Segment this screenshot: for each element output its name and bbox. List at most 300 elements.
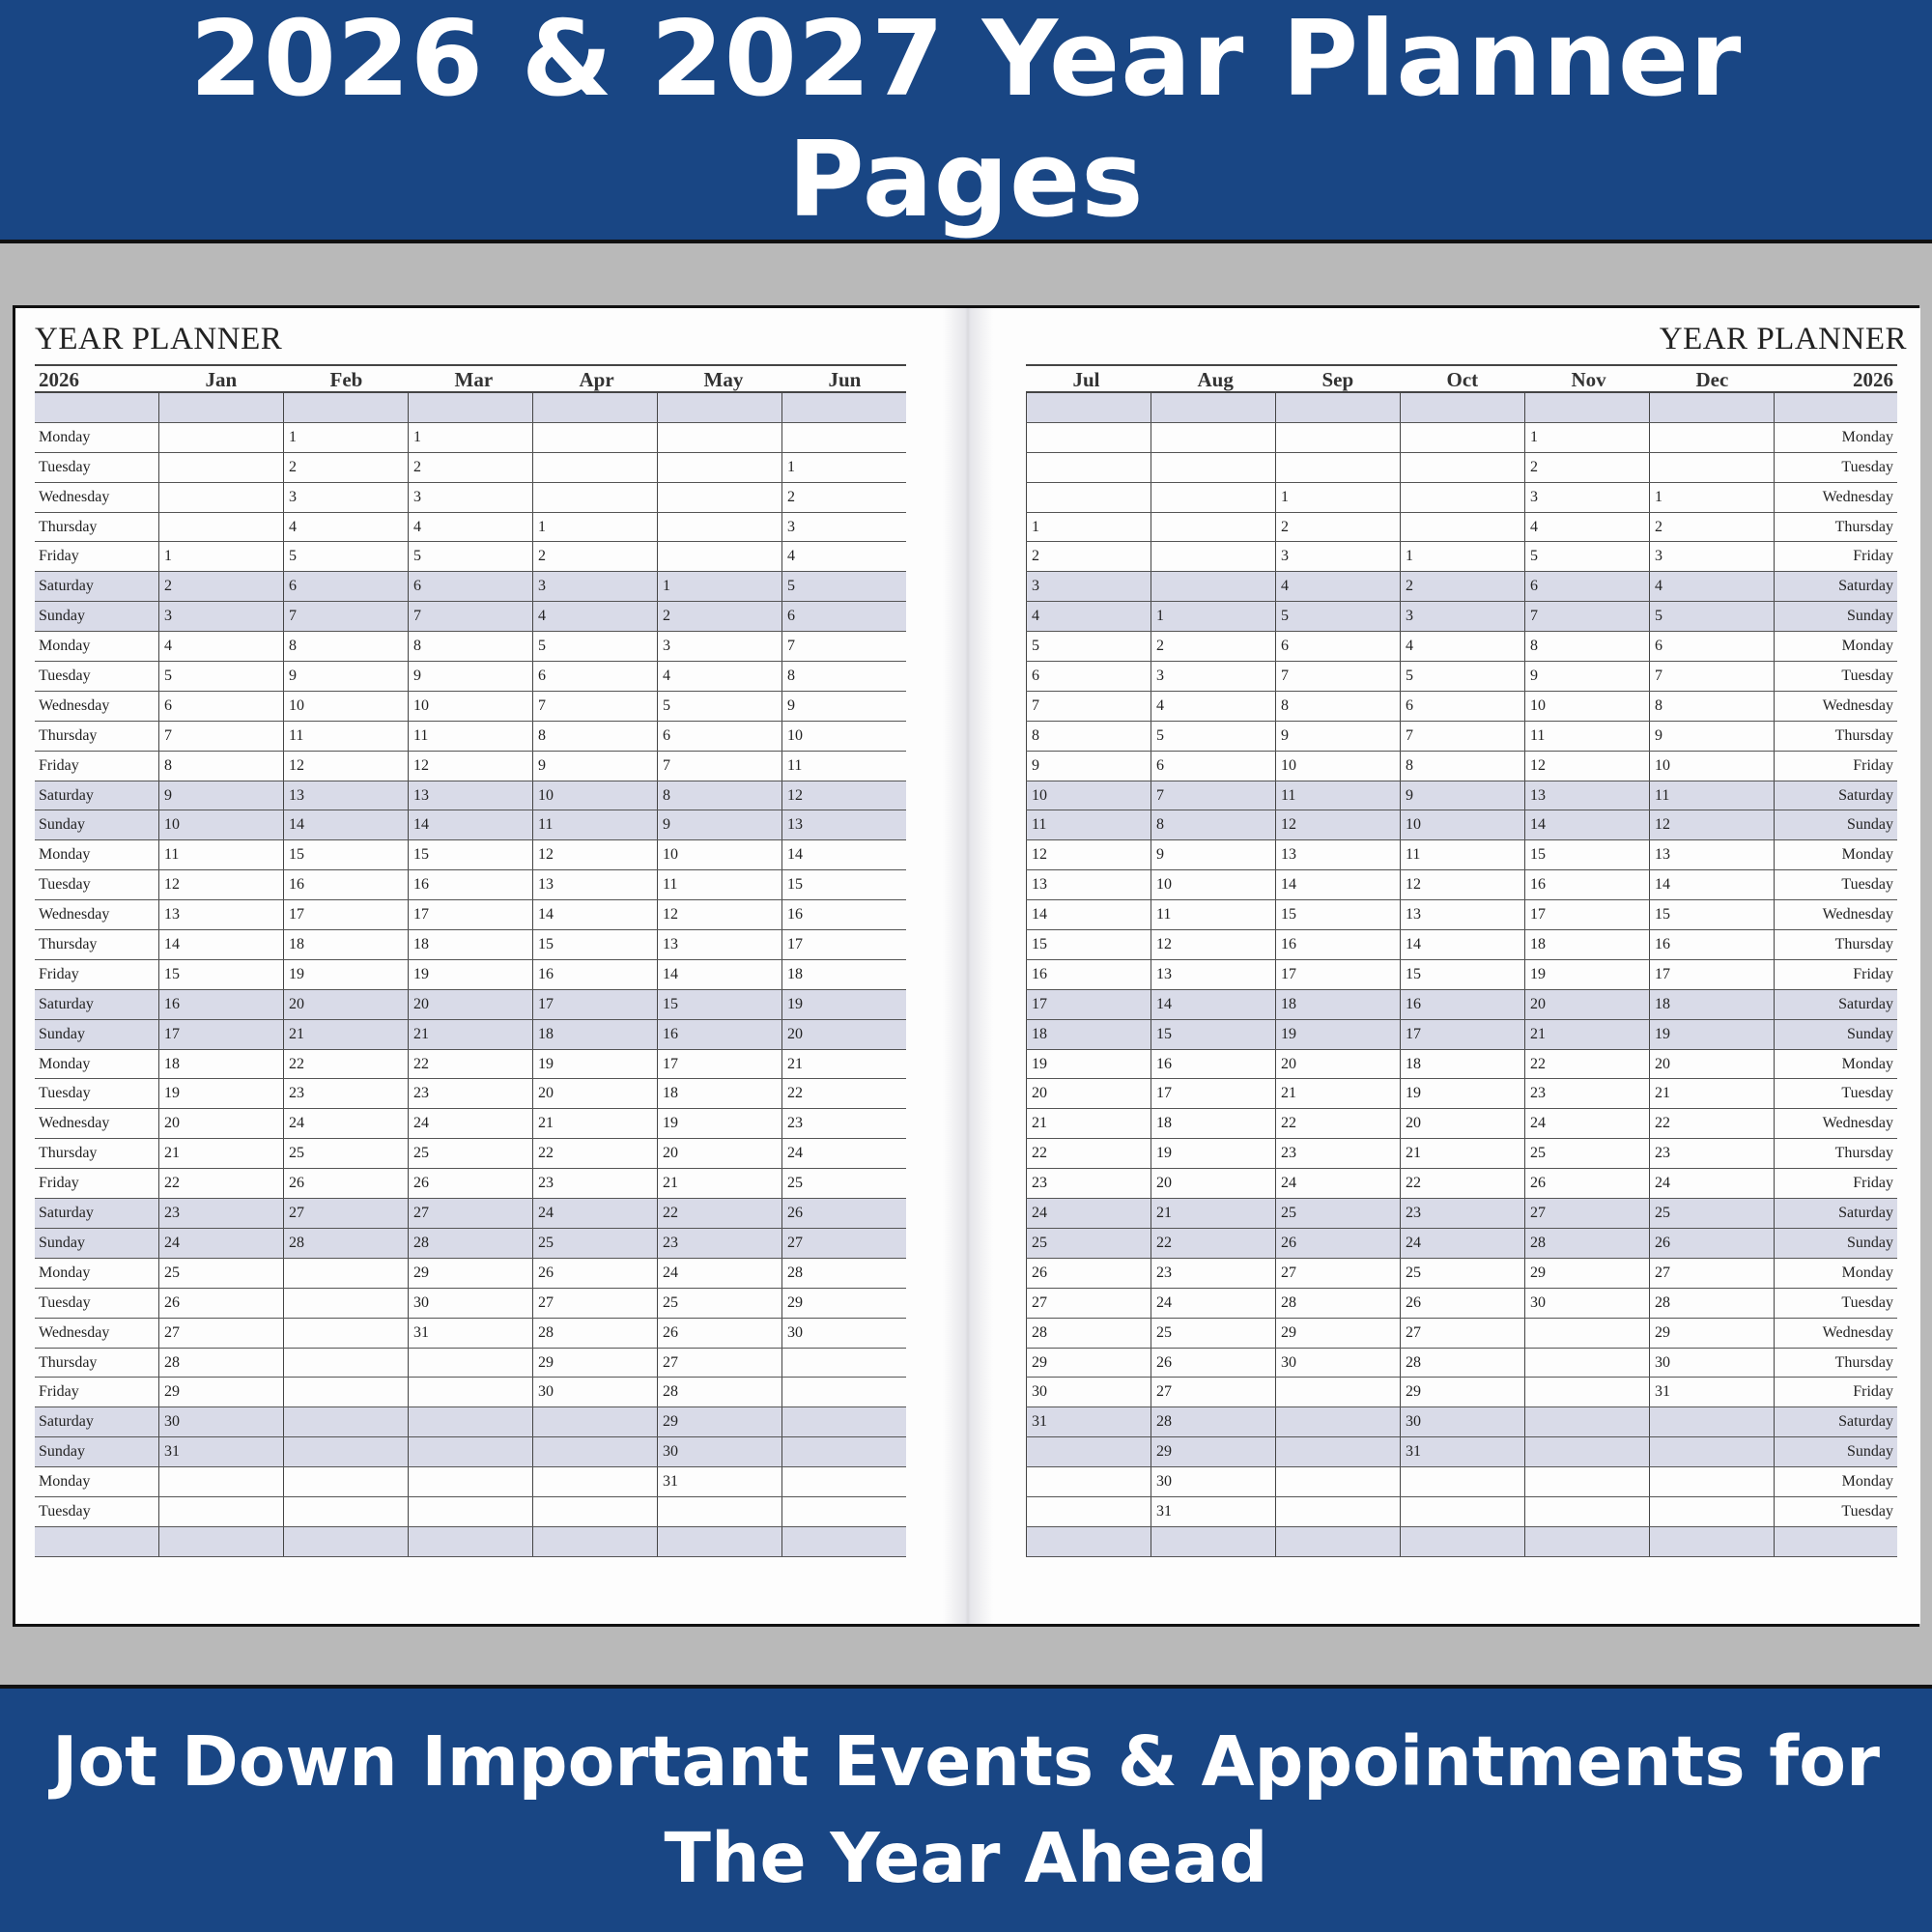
date-cell[interactable]: 24 [283, 1109, 408, 1138]
date-cell[interactable]: 1 [657, 572, 781, 601]
date-cell[interactable]: 17 [657, 1050, 781, 1079]
date-cell[interactable]: 22 [1649, 1109, 1774, 1138]
date-cell[interactable] [283, 1407, 408, 1436]
date-cell[interactable]: 19 [408, 960, 532, 989]
date-cell[interactable] [1026, 423, 1151, 452]
date-cell[interactable] [158, 513, 283, 542]
date-cell[interactable] [158, 423, 283, 452]
date-cell[interactable]: 26 [1151, 1349, 1275, 1378]
date-cell[interactable]: 28 [1151, 1407, 1275, 1436]
date-cell[interactable]: 26 [158, 1289, 283, 1318]
date-cell[interactable]: 20 [532, 1079, 657, 1108]
date-cell[interactable] [781, 1407, 906, 1436]
date-cell[interactable]: 27 [1400, 1319, 1524, 1348]
date-cell[interactable]: 29 [781, 1289, 906, 1318]
date-cell[interactable]: 13 [1026, 870, 1151, 899]
date-cell[interactable]: 11 [1649, 781, 1774, 810]
date-cell[interactable]: 4 [1524, 513, 1649, 542]
date-cell[interactable]: 7 [532, 692, 657, 721]
date-cell[interactable]: 17 [283, 900, 408, 929]
date-cell[interactable]: 7 [1151, 781, 1275, 810]
date-cell[interactable]: 7 [1524, 602, 1649, 631]
date-cell[interactable]: 12 [158, 870, 283, 899]
date-cell[interactable] [1151, 453, 1275, 482]
date-cell[interactable] [1151, 393, 1275, 422]
date-cell[interactable]: 2 [1275, 513, 1400, 542]
date-cell[interactable] [283, 1437, 408, 1466]
date-cell[interactable]: 27 [408, 1199, 532, 1228]
date-cell[interactable]: 12 [1275, 810, 1400, 839]
date-cell[interactable]: 3 [408, 483, 532, 512]
date-cell[interactable] [283, 1289, 408, 1318]
date-cell[interactable]: 18 [283, 930, 408, 959]
date-cell[interactable]: 29 [1151, 1437, 1275, 1466]
date-cell[interactable]: 1 [1649, 483, 1774, 512]
date-cell[interactable]: 18 [1649, 990, 1774, 1019]
date-cell[interactable]: 16 [1524, 870, 1649, 899]
date-cell[interactable] [657, 513, 781, 542]
date-cell[interactable]: 10 [1649, 752, 1774, 781]
date-cell[interactable]: 30 [1400, 1407, 1524, 1436]
date-cell[interactable]: 5 [532, 632, 657, 661]
date-cell[interactable]: 28 [158, 1349, 283, 1378]
date-cell[interactable]: 29 [1026, 1349, 1151, 1378]
date-cell[interactable] [1151, 513, 1275, 542]
date-cell[interactable] [1026, 393, 1151, 422]
date-cell[interactable]: 14 [1026, 900, 1151, 929]
date-cell[interactable]: 8 [283, 632, 408, 661]
date-cell[interactable]: 25 [657, 1289, 781, 1318]
date-cell[interactable]: 6 [1400, 692, 1524, 721]
date-cell[interactable]: 15 [1275, 900, 1400, 929]
date-cell[interactable]: 6 [158, 692, 283, 721]
date-cell[interactable] [781, 1497, 906, 1526]
date-cell[interactable] [283, 1378, 408, 1406]
date-cell[interactable]: 16 [283, 870, 408, 899]
date-cell[interactable] [1649, 1407, 1774, 1436]
date-cell[interactable]: 21 [158, 1139, 283, 1168]
date-cell[interactable]: 25 [1649, 1199, 1774, 1228]
date-cell[interactable]: 17 [408, 900, 532, 929]
date-cell[interactable] [657, 1527, 781, 1556]
date-cell[interactable]: 16 [1151, 1050, 1275, 1079]
date-cell[interactable]: 8 [1151, 810, 1275, 839]
date-cell[interactable] [1649, 1527, 1774, 1556]
date-cell[interactable]: 30 [532, 1378, 657, 1406]
date-cell[interactable] [1524, 1497, 1649, 1526]
date-cell[interactable]: 4 [283, 513, 408, 542]
date-cell[interactable]: 7 [158, 722, 283, 751]
date-cell[interactable]: 9 [1400, 781, 1524, 810]
date-cell[interactable] [1275, 453, 1400, 482]
date-cell[interactable]: 11 [532, 810, 657, 839]
date-cell[interactable]: 6 [1026, 662, 1151, 691]
date-cell[interactable]: 31 [408, 1319, 532, 1348]
date-cell[interactable]: 30 [1151, 1467, 1275, 1496]
date-cell[interactable]: 12 [532, 840, 657, 869]
date-cell[interactable]: 11 [1400, 840, 1524, 869]
date-cell[interactable] [1524, 1319, 1649, 1348]
date-cell[interactable]: 26 [781, 1199, 906, 1228]
date-cell[interactable]: 12 [1151, 930, 1275, 959]
date-cell[interactable] [283, 1527, 408, 1556]
date-cell[interactable]: 1 [1400, 542, 1524, 571]
date-cell[interactable]: 3 [1400, 602, 1524, 631]
date-cell[interactable]: 30 [781, 1319, 906, 1348]
date-cell[interactable] [1275, 393, 1400, 422]
date-cell[interactable]: 11 [1151, 900, 1275, 929]
date-cell[interactable]: 4 [158, 632, 283, 661]
date-cell[interactable]: 5 [283, 542, 408, 571]
date-cell[interactable]: 7 [1649, 662, 1774, 691]
date-cell[interactable] [1649, 423, 1774, 452]
date-cell[interactable] [1400, 453, 1524, 482]
date-cell[interactable] [408, 1437, 532, 1466]
date-cell[interactable]: 13 [1649, 840, 1774, 869]
date-cell[interactable]: 13 [657, 930, 781, 959]
date-cell[interactable]: 21 [283, 1020, 408, 1049]
date-cell[interactable]: 23 [1151, 1259, 1275, 1288]
date-cell[interactable]: 13 [781, 810, 906, 839]
date-cell[interactable]: 6 [1151, 752, 1275, 781]
date-cell[interactable]: 8 [1649, 692, 1774, 721]
date-cell[interactable] [1524, 1437, 1649, 1466]
date-cell[interactable]: 16 [1649, 930, 1774, 959]
date-cell[interactable] [1026, 483, 1151, 512]
date-cell[interactable]: 31 [657, 1467, 781, 1496]
date-cell[interactable]: 21 [781, 1050, 906, 1079]
date-cell[interactable]: 14 [532, 900, 657, 929]
date-cell[interactable] [657, 1497, 781, 1526]
date-cell[interactable]: 4 [657, 662, 781, 691]
date-cell[interactable]: 5 [1275, 602, 1400, 631]
date-cell[interactable]: 2 [532, 542, 657, 571]
date-cell[interactable] [283, 1259, 408, 1288]
date-cell[interactable]: 28 [283, 1229, 408, 1258]
date-cell[interactable]: 21 [1400, 1139, 1524, 1168]
date-cell[interactable] [532, 453, 657, 482]
date-cell[interactable]: 28 [1524, 1229, 1649, 1258]
date-cell[interactable] [781, 1437, 906, 1466]
date-cell[interactable]: 18 [1026, 1020, 1151, 1049]
date-cell[interactable] [1151, 483, 1275, 512]
date-cell[interactable]: 17 [1649, 960, 1774, 989]
date-cell[interactable]: 11 [1275, 781, 1400, 810]
date-cell[interactable] [1275, 423, 1400, 452]
date-cell[interactable]: 25 [1275, 1199, 1400, 1228]
date-cell[interactable] [1400, 1497, 1524, 1526]
date-cell[interactable] [158, 453, 283, 482]
date-cell[interactable] [532, 1527, 657, 1556]
date-cell[interactable]: 25 [532, 1229, 657, 1258]
date-cell[interactable]: 5 [1151, 722, 1275, 751]
date-cell[interactable]: 22 [532, 1139, 657, 1168]
date-cell[interactable] [657, 453, 781, 482]
date-cell[interactable]: 4 [1026, 602, 1151, 631]
date-cell[interactable]: 9 [532, 752, 657, 781]
date-cell[interactable]: 20 [158, 1109, 283, 1138]
date-cell[interactable] [1524, 1407, 1649, 1436]
date-cell[interactable] [781, 393, 906, 422]
date-cell[interactable]: 4 [1400, 632, 1524, 661]
date-cell[interactable]: 18 [1151, 1109, 1275, 1138]
date-cell[interactable] [1275, 1407, 1400, 1436]
date-cell[interactable] [283, 1467, 408, 1496]
date-cell[interactable]: 15 [532, 930, 657, 959]
date-cell[interactable]: 29 [408, 1259, 532, 1288]
date-cell[interactable]: 23 [283, 1079, 408, 1108]
date-cell[interactable]: 6 [657, 722, 781, 751]
date-cell[interactable]: 9 [1649, 722, 1774, 751]
date-cell[interactable]: 22 [283, 1050, 408, 1079]
date-cell[interactable]: 10 [1026, 781, 1151, 810]
date-cell[interactable] [1026, 453, 1151, 482]
date-cell[interactable]: 9 [1026, 752, 1151, 781]
date-cell[interactable]: 7 [1026, 692, 1151, 721]
date-cell[interactable] [1151, 423, 1275, 452]
date-cell[interactable] [781, 1527, 906, 1556]
date-cell[interactable] [408, 1378, 532, 1406]
date-cell[interactable]: 2 [1524, 453, 1649, 482]
date-cell[interactable]: 27 [781, 1229, 906, 1258]
date-cell[interactable]: 10 [1151, 870, 1275, 899]
date-cell[interactable]: 15 [408, 840, 532, 869]
date-cell[interactable]: 18 [1400, 1050, 1524, 1079]
date-cell[interactable]: 30 [657, 1437, 781, 1466]
date-cell[interactable]: 26 [1026, 1259, 1151, 1288]
date-cell[interactable] [408, 1349, 532, 1378]
date-cell[interactable]: 3 [781, 513, 906, 542]
date-cell[interactable]: 3 [1649, 542, 1774, 571]
date-cell[interactable] [408, 1467, 532, 1496]
date-cell[interactable]: 3 [532, 572, 657, 601]
date-cell[interactable]: 24 [1275, 1169, 1400, 1198]
date-cell[interactable]: 27 [657, 1349, 781, 1378]
date-cell[interactable] [532, 1467, 657, 1496]
date-cell[interactable]: 31 [1026, 1407, 1151, 1436]
date-cell[interactable]: 8 [1026, 722, 1151, 751]
date-cell[interactable]: 22 [1400, 1169, 1524, 1198]
date-cell[interactable]: 4 [532, 602, 657, 631]
date-cell[interactable]: 2 [1400, 572, 1524, 601]
date-cell[interactable]: 11 [657, 870, 781, 899]
date-cell[interactable]: 29 [1400, 1378, 1524, 1406]
date-cell[interactable]: 8 [657, 781, 781, 810]
date-cell[interactable] [1026, 1437, 1151, 1466]
date-cell[interactable]: 17 [532, 990, 657, 1019]
date-cell[interactable]: 27 [1026, 1289, 1151, 1318]
date-cell[interactable]: 9 [1151, 840, 1275, 869]
date-cell[interactable]: 8 [1400, 752, 1524, 781]
date-cell[interactable]: 10 [408, 692, 532, 721]
date-cell[interactable]: 28 [1400, 1349, 1524, 1378]
date-cell[interactable]: 27 [532, 1289, 657, 1318]
date-cell[interactable] [781, 1349, 906, 1378]
date-cell[interactable]: 1 [158, 542, 283, 571]
date-cell[interactable]: 2 [283, 453, 408, 482]
date-cell[interactable]: 18 [1524, 930, 1649, 959]
date-cell[interactable]: 16 [1400, 990, 1524, 1019]
date-cell[interactable] [1026, 1527, 1151, 1556]
date-cell[interactable] [1400, 513, 1524, 542]
date-cell[interactable]: 10 [1400, 810, 1524, 839]
date-cell[interactable]: 6 [1275, 632, 1400, 661]
date-cell[interactable]: 9 [283, 662, 408, 691]
date-cell[interactable] [532, 483, 657, 512]
date-cell[interactable] [1649, 393, 1774, 422]
date-cell[interactable]: 14 [657, 960, 781, 989]
date-cell[interactable]: 5 [1524, 542, 1649, 571]
date-cell[interactable]: 30 [158, 1407, 283, 1436]
date-cell[interactable]: 2 [1151, 632, 1275, 661]
date-cell[interactable]: 15 [158, 960, 283, 989]
date-cell[interactable]: 1 [532, 513, 657, 542]
date-cell[interactable]: 19 [1151, 1139, 1275, 1168]
date-cell[interactable] [1524, 393, 1649, 422]
date-cell[interactable]: 26 [1400, 1289, 1524, 1318]
date-cell[interactable]: 8 [1524, 632, 1649, 661]
date-cell[interactable]: 13 [1400, 900, 1524, 929]
date-cell[interactable]: 12 [781, 781, 906, 810]
date-cell[interactable]: 22 [408, 1050, 532, 1079]
date-cell[interactable]: 15 [283, 840, 408, 869]
date-cell[interactable]: 15 [1400, 960, 1524, 989]
date-cell[interactable]: 14 [283, 810, 408, 839]
date-cell[interactable]: 29 [1275, 1319, 1400, 1348]
date-cell[interactable]: 24 [1649, 1169, 1774, 1198]
date-cell[interactable] [657, 423, 781, 452]
date-cell[interactable]: 19 [158, 1079, 283, 1108]
date-cell[interactable]: 25 [1151, 1319, 1275, 1348]
date-cell[interactable] [1524, 1378, 1649, 1406]
date-cell[interactable]: 30 [1649, 1349, 1774, 1378]
date-cell[interactable]: 12 [657, 900, 781, 929]
date-cell[interactable]: 23 [1524, 1079, 1649, 1108]
date-cell[interactable]: 19 [781, 990, 906, 1019]
date-cell[interactable]: 17 [1275, 960, 1400, 989]
date-cell[interactable]: 23 [781, 1109, 906, 1138]
date-cell[interactable]: 1 [1275, 483, 1400, 512]
date-cell[interactable]: 23 [1400, 1199, 1524, 1228]
date-cell[interactable]: 10 [158, 810, 283, 839]
date-cell[interactable]: 18 [781, 960, 906, 989]
date-cell[interactable]: 16 [158, 990, 283, 1019]
date-cell[interactable]: 5 [657, 692, 781, 721]
date-cell[interactable]: 25 [1400, 1259, 1524, 1288]
date-cell[interactable]: 12 [1400, 870, 1524, 899]
date-cell[interactable] [532, 1497, 657, 1526]
date-cell[interactable]: 12 [408, 752, 532, 781]
date-cell[interactable] [1275, 1437, 1400, 1466]
date-cell[interactable]: 14 [158, 930, 283, 959]
date-cell[interactable] [532, 423, 657, 452]
date-cell[interactable]: 18 [408, 930, 532, 959]
date-cell[interactable]: 20 [1649, 1050, 1774, 1079]
date-cell[interactable]: 24 [532, 1199, 657, 1228]
date-cell[interactable]: 5 [1400, 662, 1524, 691]
date-cell[interactable]: 13 [283, 781, 408, 810]
date-cell[interactable]: 12 [283, 752, 408, 781]
date-cell[interactable]: 21 [1275, 1079, 1400, 1108]
date-cell[interactable]: 1 [1524, 423, 1649, 452]
date-cell[interactable]: 13 [158, 900, 283, 929]
date-cell[interactable] [283, 393, 408, 422]
date-cell[interactable]: 31 [1400, 1437, 1524, 1466]
date-cell[interactable]: 1 [781, 453, 906, 482]
date-cell[interactable]: 10 [283, 692, 408, 721]
date-cell[interactable] [158, 393, 283, 422]
date-cell[interactable]: 16 [532, 960, 657, 989]
date-cell[interactable]: 4 [781, 542, 906, 571]
date-cell[interactable]: 23 [532, 1169, 657, 1198]
date-cell[interactable]: 4 [1649, 572, 1774, 601]
date-cell[interactable] [1151, 572, 1275, 601]
date-cell[interactable]: 16 [657, 1020, 781, 1049]
date-cell[interactable] [1275, 1378, 1400, 1406]
date-cell[interactable]: 9 [1275, 722, 1400, 751]
date-cell[interactable]: 18 [1275, 990, 1400, 1019]
date-cell[interactable]: 3 [1524, 483, 1649, 512]
date-cell[interactable]: 21 [1026, 1109, 1151, 1138]
date-cell[interactable]: 28 [781, 1259, 906, 1288]
date-cell[interactable]: 2 [1649, 513, 1774, 542]
date-cell[interactable]: 2 [1026, 542, 1151, 571]
date-cell[interactable]: 1 [1151, 602, 1275, 631]
date-cell[interactable]: 22 [1275, 1109, 1400, 1138]
date-cell[interactable]: 30 [1275, 1349, 1400, 1378]
date-cell[interactable]: 25 [781, 1169, 906, 1198]
date-cell[interactable]: 22 [1026, 1139, 1151, 1168]
date-cell[interactable]: 30 [408, 1289, 532, 1318]
date-cell[interactable]: 20 [1524, 990, 1649, 1019]
date-cell[interactable]: 3 [1026, 572, 1151, 601]
date-cell[interactable]: 2 [158, 572, 283, 601]
date-cell[interactable] [781, 423, 906, 452]
date-cell[interactable] [1524, 1349, 1649, 1378]
date-cell[interactable]: 15 [1649, 900, 1774, 929]
date-cell[interactable]: 25 [1524, 1139, 1649, 1168]
date-cell[interactable]: 26 [657, 1319, 781, 1348]
date-cell[interactable] [1400, 483, 1524, 512]
date-cell[interactable]: 13 [532, 870, 657, 899]
date-cell[interactable]: 13 [408, 781, 532, 810]
date-cell[interactable]: 24 [408, 1109, 532, 1138]
date-cell[interactable]: 3 [657, 632, 781, 661]
date-cell[interactable] [408, 1407, 532, 1436]
date-cell[interactable]: 27 [283, 1199, 408, 1228]
date-cell[interactable]: 29 [1649, 1319, 1774, 1348]
date-cell[interactable]: 7 [1275, 662, 1400, 691]
date-cell[interactable]: 4 [1151, 692, 1275, 721]
date-cell[interactable]: 21 [1151, 1199, 1275, 1228]
date-cell[interactable]: 31 [1649, 1378, 1774, 1406]
date-cell[interactable]: 6 [532, 662, 657, 691]
date-cell[interactable] [1275, 1527, 1400, 1556]
date-cell[interactable]: 14 [781, 840, 906, 869]
date-cell[interactable] [657, 393, 781, 422]
date-cell[interactable]: 1 [1026, 513, 1151, 542]
date-cell[interactable]: 23 [158, 1199, 283, 1228]
date-cell[interactable] [1400, 423, 1524, 452]
date-cell[interactable]: 16 [781, 900, 906, 929]
date-cell[interactable]: 24 [158, 1229, 283, 1258]
date-cell[interactable] [1649, 1497, 1774, 1526]
date-cell[interactable]: 10 [532, 781, 657, 810]
date-cell[interactable]: 26 [1275, 1229, 1400, 1258]
date-cell[interactable]: 26 [532, 1259, 657, 1288]
date-cell[interactable] [532, 393, 657, 422]
date-cell[interactable]: 25 [158, 1259, 283, 1288]
